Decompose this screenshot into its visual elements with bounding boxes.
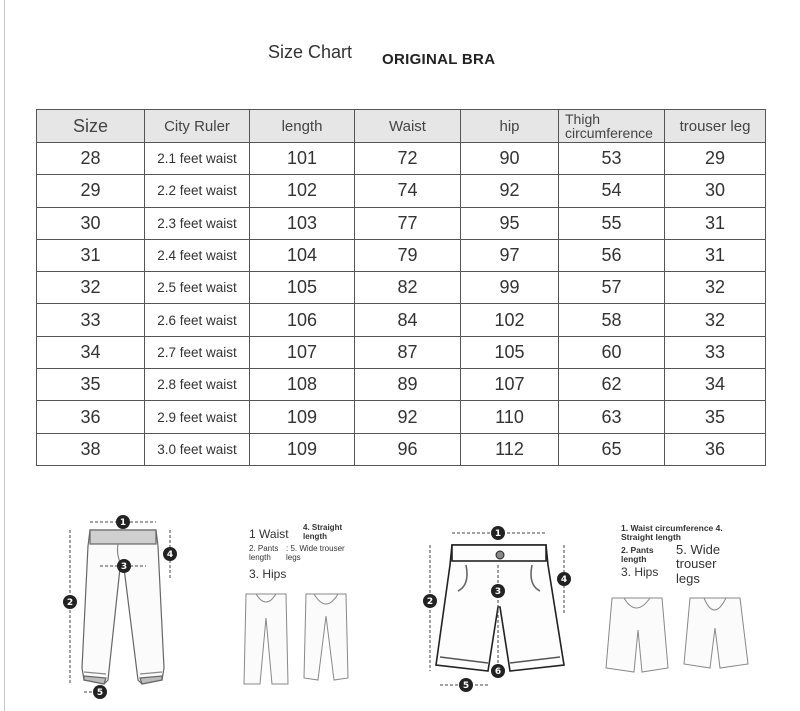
cell-length: 106 [250, 304, 355, 336]
cell-city-ruler: 2.1 feet waist [145, 143, 250, 175]
cell-waist: 96 [355, 433, 461, 465]
pants-legend-waist: 1 Waist [249, 527, 289, 541]
pants-legend-pants-length: 2. Pants length [249, 544, 279, 562]
brand-name: ORIGINAL BRA [382, 51, 496, 68]
cell-waist: 74 [355, 175, 461, 207]
shorts-legend-waist-straight: 1. Waist circumference 4. Straight length [621, 523, 723, 543]
cell-size: 30 [37, 207, 145, 239]
table-row [37, 401, 766, 433]
cell-thigh: 57 [559, 272, 665, 304]
column-header-size: Size [37, 110, 145, 143]
cell-trouser-leg: 35 [665, 401, 766, 433]
shorts-marker-4: 4 [560, 575, 568, 585]
cell-trouser-leg: 36 [665, 433, 766, 465]
cell-trouser-leg: 31 [665, 207, 766, 239]
cell-size: 28 [37, 143, 145, 175]
cell-waist: 72 [355, 143, 461, 175]
shorts-marker-6: 6 [494, 667, 502, 677]
cell-hip: 90 [461, 143, 559, 175]
pants-legend-hips: 3. Hips [249, 567, 287, 581]
cell-size: 31 [37, 239, 145, 271]
cell-waist: 77 [355, 207, 461, 239]
pants-legend-straight-length: 4. Straight length [303, 523, 343, 541]
cell-length: 102 [250, 175, 355, 207]
cell-thigh: 65 [559, 433, 665, 465]
cell-length: 108 [250, 369, 355, 401]
cell-size: 34 [37, 336, 145, 368]
cell-waist: 84 [355, 304, 461, 336]
pants-thumbnail-icon [238, 588, 358, 688]
cell-length: 103 [250, 207, 355, 239]
cell-thigh: 53 [559, 143, 665, 175]
cell-hip: 97 [461, 239, 559, 271]
table-row [37, 143, 766, 175]
cell-thigh: 62 [559, 369, 665, 401]
shorts-marker-1: 1 [494, 529, 502, 539]
cell-length: 109 [250, 401, 355, 433]
cell-length: 101 [250, 143, 355, 175]
cell-city-ruler: 2.6 feet waist [145, 304, 250, 336]
cell-length: 107 [250, 336, 355, 368]
cell-waist: 82 [355, 272, 461, 304]
cell-waist: 89 [355, 369, 461, 401]
cell-waist: 79 [355, 239, 461, 271]
pants-legend-wide-legs: : 5. Wide trouser legs [286, 544, 345, 562]
shorts-marker-3: 3 [494, 587, 502, 597]
cell-hip: 110 [461, 401, 559, 433]
cell-thigh: 58 [559, 304, 665, 336]
column-header-trouser-leg: trouser leg [665, 110, 766, 143]
cell-hip: 112 [461, 433, 559, 465]
cell-city-ruler: 2.5 feet waist [145, 272, 250, 304]
pants-marker-2: 2 [66, 598, 74, 608]
pants-diagram-icon [58, 508, 188, 708]
size-chart-table [36, 109, 766, 466]
column-header-city-ruler: City Ruler [145, 110, 250, 143]
shorts-marker-2: 2 [426, 597, 434, 607]
table-row [37, 175, 766, 207]
cell-city-ruler: 2.4 feet waist [145, 239, 250, 271]
cell-hip: 107 [461, 369, 559, 401]
cell-trouser-leg: 31 [665, 239, 766, 271]
cell-trouser-leg: 32 [665, 272, 766, 304]
pants-marker-5: 5 [96, 688, 104, 698]
page-left-rule [4, 0, 5, 711]
cell-trouser-leg: 30 [665, 175, 766, 207]
cell-city-ruler: 2.7 feet waist [145, 336, 250, 368]
cell-city-ruler: 2.9 feet waist [145, 401, 250, 433]
cell-hip: 92 [461, 175, 559, 207]
cell-thigh: 63 [559, 401, 665, 433]
table-row [37, 433, 766, 465]
cell-trouser-leg: 34 [665, 369, 766, 401]
column-header-thigh-circumference: Thigh circumference [559, 110, 665, 143]
cell-size: 32 [37, 272, 145, 304]
table-row [37, 207, 766, 239]
cell-city-ruler: 2.3 feet waist [145, 207, 250, 239]
cell-trouser-leg: 32 [665, 304, 766, 336]
cell-city-ruler: 2.8 feet waist [145, 369, 250, 401]
shorts-diagram-icon [418, 525, 578, 695]
cell-city-ruler: 2.2 feet waist [145, 175, 250, 207]
pants-marker-4: 4 [166, 550, 174, 560]
cell-hip: 102 [461, 304, 559, 336]
page-title: Size Chart [268, 42, 353, 62]
column-header-length: length [250, 110, 355, 143]
shorts-legend-pants-length: 2. Pants length [621, 545, 654, 565]
cell-thigh: 55 [559, 207, 665, 239]
cell-length: 105 [250, 272, 355, 304]
table-row [37, 369, 766, 401]
cell-trouser-leg: 29 [665, 143, 766, 175]
table-row [37, 336, 766, 368]
pants-marker-1: 1 [119, 518, 127, 528]
table-row [37, 239, 766, 271]
shorts-thumbnail-icon [598, 592, 758, 682]
shorts-marker-5: 5 [462, 681, 470, 691]
cell-hip: 99 [461, 272, 559, 304]
cell-length: 109 [250, 433, 355, 465]
cell-size: 33 [37, 304, 145, 336]
cell-thigh: 60 [559, 336, 665, 368]
table-header-row [37, 110, 766, 143]
cell-thigh: 54 [559, 175, 665, 207]
cell-size: 38 [37, 433, 145, 465]
column-header-waist: Waist [355, 110, 461, 143]
shorts-legend-wide-legs: 5. Wide trouser legs [676, 542, 721, 586]
cell-hip: 95 [461, 207, 559, 239]
cell-length: 104 [250, 239, 355, 271]
cell-hip: 105 [461, 336, 559, 368]
cell-size: 35 [37, 369, 145, 401]
cell-waist: 92 [355, 401, 461, 433]
table-row [37, 304, 766, 336]
cell-trouser-leg: 33 [665, 336, 766, 368]
cell-city-ruler: 3.0 feet waist [145, 433, 250, 465]
cell-size: 36 [37, 401, 145, 433]
cell-waist: 87 [355, 336, 461, 368]
cell-size: 29 [37, 175, 145, 207]
column-header-hip: hip [461, 110, 559, 143]
shorts-legend-hips: 3. Hips [621, 565, 659, 579]
cell-thigh: 56 [559, 239, 665, 271]
pants-marker-3: 3 [120, 562, 128, 572]
table-row [37, 272, 766, 304]
